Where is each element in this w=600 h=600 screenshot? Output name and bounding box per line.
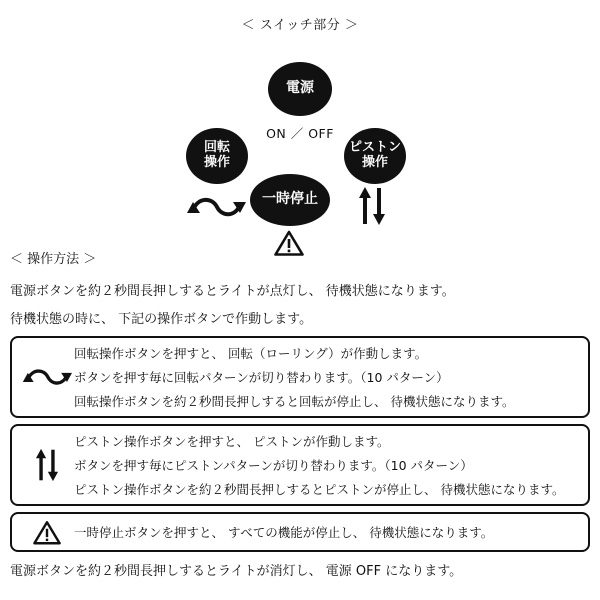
howto-line-1: 電源ボタンを約２秒間長押しするとライトが点灯し、 待機状態になります。 bbox=[10, 284, 455, 299]
rotate-button[interactable] bbox=[186, 128, 248, 184]
list-item: 回転操作ボタンを押すと、 回転（ローリング）が作動します。 bbox=[74, 346, 428, 361]
rotation-arrow-icon-glyph bbox=[22, 362, 72, 392]
piston-button-label-line1: ピストン bbox=[348, 140, 401, 156]
list-item: ピストン操作ボタンを押すと、 ピストンが作動します。 bbox=[74, 434, 390, 449]
piston-arrows-icon bbox=[352, 186, 392, 226]
page-title: ＜ スイッチ部分 ＞ bbox=[241, 18, 359, 33]
instruction-box-rotation-text bbox=[74, 338, 582, 416]
power-button[interactable] bbox=[268, 62, 332, 116]
pause-button-label: 一時停止 bbox=[262, 191, 318, 208]
list-item: ピストン操作ボタンを約２秒間長押しするとピストンが停止し、 待機状態になります。 bbox=[74, 482, 565, 497]
howto-title: ＜ 操作方法 ＞ bbox=[10, 252, 97, 267]
on-off-label: ON ／ OFF bbox=[266, 126, 334, 141]
list-item: ボタンを押す毎にピストンパターンが切り替わります。（10 パターン） bbox=[74, 458, 473, 473]
instruction-box-rotation bbox=[10, 336, 590, 418]
instruction-box-piston bbox=[10, 424, 590, 506]
rotate-button-label-line2: 操作 bbox=[203, 155, 230, 170]
piston-button[interactable] bbox=[344, 128, 406, 184]
rotation-arrow-icon bbox=[186, 190, 246, 224]
rotate-button-label-line1: 回転 bbox=[203, 140, 230, 156]
warning-triangle-icon-glyph bbox=[33, 520, 61, 545]
list-item: 回転操作ボタンを約２秒間長押しすると回転が停止し、 待機状態になります。 bbox=[74, 394, 515, 409]
list-item: 一時停止ボタンを押すと、 すべての機能が停止し、 待機状態になります。 bbox=[74, 525, 494, 540]
power-button-label: 電源 bbox=[286, 80, 314, 97]
switch-diagram bbox=[0, 52, 600, 252]
piston-button-label-line2: 操作 bbox=[361, 155, 388, 170]
warning-triangle-icon bbox=[274, 230, 304, 256]
list-item: ボタンを押す毎に回転パターンが切り替わります。（10 パターン） bbox=[74, 370, 449, 385]
rotation-arrow-icon bbox=[20, 338, 74, 416]
instruction-box-pause bbox=[10, 512, 590, 552]
howto-line-2: 待機状態の時に、 下記の操作ボタンで作動します。 bbox=[10, 312, 313, 327]
instruction-box-pause-text bbox=[74, 514, 582, 550]
warning-triangle-icon bbox=[20, 514, 74, 550]
piston-arrows-icon-glyph bbox=[30, 447, 64, 483]
instruction-box-piston-text bbox=[74, 426, 582, 504]
footer-note: 電源ボタンを約２秒間長押しするとライトが消灯し、 電源 OFF になります。 bbox=[10, 564, 463, 579]
piston-arrows-icon bbox=[20, 426, 74, 504]
pause-button[interactable] bbox=[250, 174, 330, 226]
